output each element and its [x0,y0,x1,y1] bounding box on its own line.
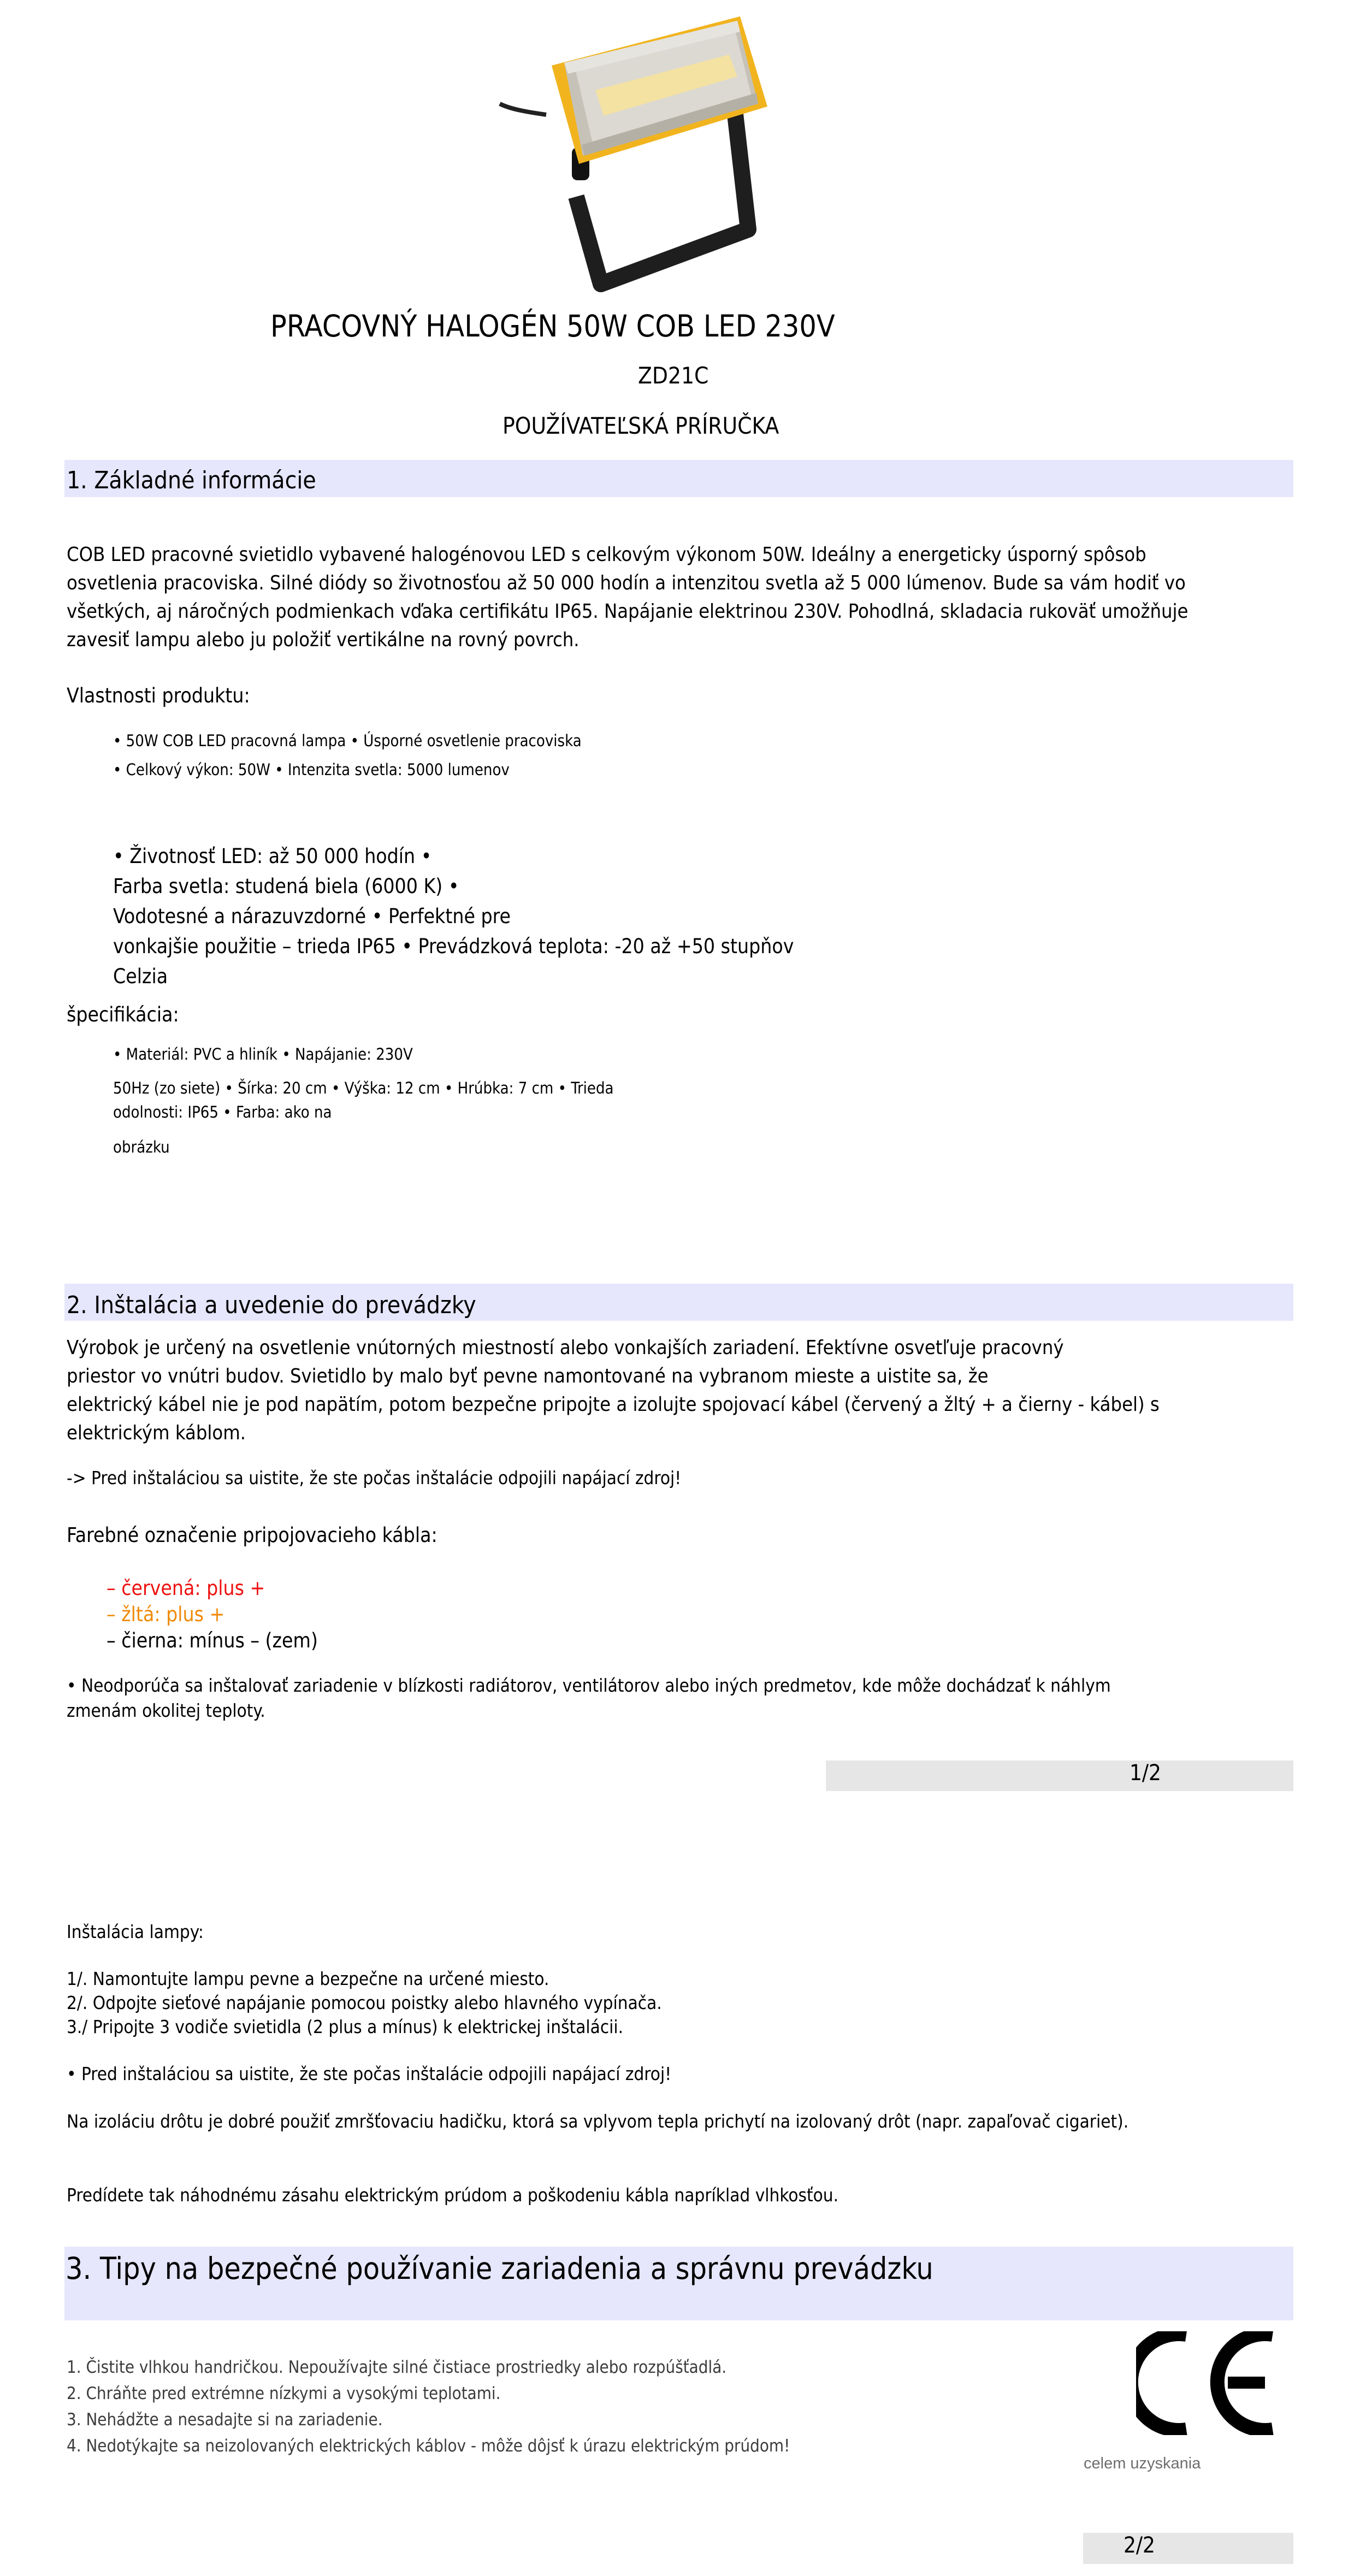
feature-line: • Životnosť LED: až 50 000 hodín • [113,844,432,868]
installation-label: Inštalácia lampy: [67,1921,204,1942]
body-line: Výrobok je určený na osvetlenie vnútorných miestností alebo vonkajších zariadení. Efektívne osvetľuje pracovný [67,1337,1064,1359]
cable-yellow: – žltá: plus + [107,1603,225,1626]
feature-line: Farba svetla: studená biela (6000 K) • [113,875,459,898]
features-large [113,841,794,991]
spec-line: 50Hz (zo siete) • Šírka: 20 cm • Výška: 12 cm • Hrúbka: 7 cm • Trieda [113,1079,614,1097]
installation-step: 3./ Pripojte 3 vodiče svietidla (2 plus a mínus) k elektrickej inštalácii. [67,2016,624,2037]
cable-black: – čierna: mínus – (zem) [107,1629,318,1652]
cable-red: – červená: plus + [107,1576,265,1600]
ce-mark-icon [1136,2331,1284,2435]
feature-line: vonkajšie použitie – trieda IP65 • Prevádzková teplota: -20 až +50 stupňov [113,935,794,958]
tip-item: 4. Nedotýkajte sa neizolovaných elektrických káblov - môže dôjsť k úrazu elektrickým prúdom! [67,2436,790,2456]
page-footer-2 [1083,2533,1293,2564]
page-number-2: 2/2 [1124,2533,1155,2558]
document-subtitle: POUŽÍVATEĽSKÁ PRÍRUČKA [502,412,779,439]
page-number-1: 1/2 [1130,1760,1161,1786]
cable-label: Farebné označenie pripojovacieho kábla: [67,1523,437,1547]
installation-warning: • Pred inštaláciou sa uistite, že ste počas inštalácie odpojili napájací zdroj! [67,2063,672,2084]
section2-heading: 2. Inštalácia a uvedenie do prevádzky [67,1291,476,1319]
feature-line: Vodotesné a nárazuvzdorné • Perfektné pre [113,905,511,928]
feature-line: • Celkový výkon: 50W • Intenzita svetla: 5000 lumenov [113,760,510,779]
installation-step: 1/. Namontujte lampu pevne a bezpečne na určené miesto. [67,1968,549,1989]
tip-item: 1. Čistite vlhkou handričkou. Nepoužívajte silné čistiace prostriedky alebo rozpúšťadlá. [67,2358,727,2377]
tip-item: 2. Chráňte pred extrémne nízkymi a vysokými teplotami. [67,2384,501,2403]
model-number: ZD21C [638,362,709,389]
floodlight-icon [494,0,860,295]
spec-label: špecifikácia: [67,1003,179,1026]
intro-line: COB LED pracovné svietidlo vybavené halogénovou LED s celkovým výkonom 50W. Ideálny a energeticky úsporný spôsob [67,543,1146,566]
features-label: Vlastnosti produktu: [67,684,250,707]
note-line: • Neodporúča sa inštalovať zariadenie v blízkosti radiátorov, ventilátorov alebo iných predmetov, kde môže dochádzať k náhlym [67,1675,1111,1696]
intro-line: osvetlenia pracoviska. Silné diódy so životnosťou až 50 000 hodín a intenzitou svetla až 5 000 lúmenov. Bude sa vám hodiť vo [67,572,1186,594]
note-line: zmenám okolitej teploty. [67,1700,265,1721]
body-line: priestor vo vnútri budov. Svietidlo by malo byť pevne namontované na vybranom mieste a uistite sa, že [67,1365,989,1387]
feature-line: Celzia [113,965,168,988]
intro-line: všetkých, aj náročných podmienkach vďaka certifikátu IP65. Napájanie elektrinou 230V. Pohodlná, skladacia rukoväť umožňuje [67,600,1189,623]
body-line: elektrickým káblom. [67,1422,246,1444]
intro-line: zavesiť lampu alebo ju položiť vertikálne na rovný povrch. [67,629,580,651]
page-footer-1 [826,1760,1293,1791]
document-title: PRACOVNÝ HALOGÉN 50W COB LED 230V [270,309,835,344]
spec-line: odolnosti: IP65 • Farba: ako na [113,1103,332,1121]
tips-list [67,2354,790,2459]
power-warning: -> Pred inštaláciou sa uistite, že ste počas inštalácie odpojili napájací zdroj! [67,1467,682,1488]
product-image [494,0,860,295]
installation-steps [67,1967,662,2039]
section3-heading: 3. Tipy na bezpečné používanie zariadenia a správnu prevádzku [66,2251,933,2286]
feature-line: • 50W COB LED pracovná lampa • Úsporné osvetlenie pracoviska [113,731,582,750]
spec-line: obrázku [113,1138,170,1156]
installation-step: 2/. Odpojte sieťové napájanie pomocou poistky alebo hlavného vypínača. [67,1992,662,2013]
section2-note [67,1673,1111,1723]
spec-line: • Materiál: PVC a hliník • Napájanie: 230V [113,1045,413,1064]
body-line: elektrický kábel nie je pod napätím, potom bezpečne pripojte a izolujte spojovací kábel (červený a žltý + a čierny - kábel) s [67,1393,1160,1416]
tip-item: 3. Nehádžte a nesadajte si na zariadenie. [67,2410,383,2430]
section2-body [67,1334,1160,1447]
insulation-note: Na izoláciu drôtu je dobré použiť zmršťovaciu hadičku, ktorá sa vplyvom tepla prichytí na izolovaný drôt (napr. zapaľovač cigariet). [67,2111,1129,2132]
section1-heading: 1. Základné informácie [67,466,316,494]
ce-caption: celem uzyskania [1084,2455,1201,2472]
section1-intro [67,541,1188,654]
prevention-note: Predídete tak náhodnému zásahu elektrickým prúdom a poškodeniu kábla napríklad vlhkosťou. [67,2184,839,2206]
